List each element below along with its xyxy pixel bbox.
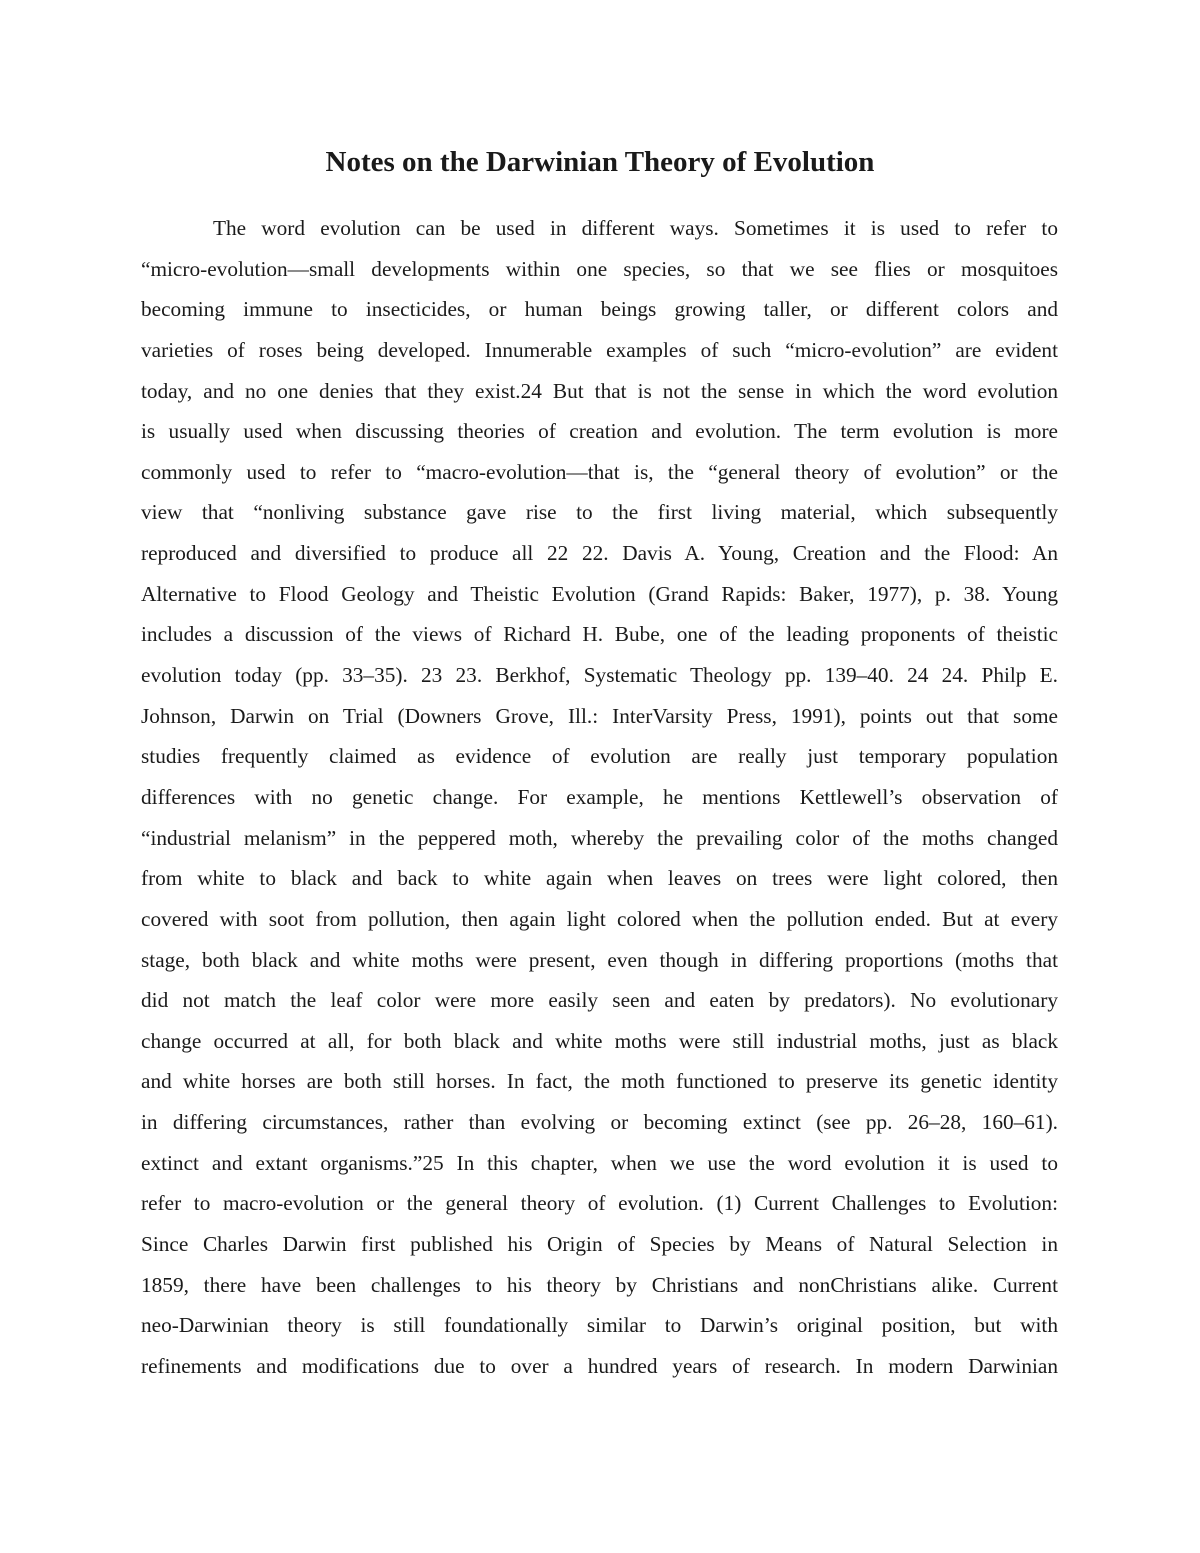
text-line: “micro-evolution—small developments within one species, so that we see flies or mosquitoes <box>141 256 1058 281</box>
text-line: view that “nonliving substance gave rise to the first living material, which subsequently <box>141 500 1058 525</box>
text-line: stage, both black and white moths were present, even though in differing proportions (moths that <box>141 947 1058 972</box>
text-line: Alternative to Flood Geology and Theistic Evolution (Grand Rapids: Baker, 1977), p. 38. Young <box>141 581 1058 606</box>
body-paragraph <box>141 208 1058 1387</box>
text-line: is usually used when discussing theories of creation and evolution. The term evolution is more <box>141 419 1058 444</box>
text-line: becoming immune to insecticides, or human beings growing taller, or different colors and <box>141 297 1058 322</box>
text-line: studies frequently claimed as evidence of evolution are really just temporary population <box>141 744 1058 769</box>
text-line: change occurred at all, for both black and white moths were still industrial moths, just as black <box>141 1028 1058 1053</box>
text-line: covered with soot from pollution, then again light colored when the pollution ended. But at every <box>141 906 1058 931</box>
text-line: extinct and extant organisms.”25 In this chapter, when we use the word evolution it is used to <box>141 1150 1058 1175</box>
text-line: includes a discussion of the views of Richard H. Bube, one of the leading proponents of theistic <box>141 622 1058 647</box>
text-line: neo-Darwinian theory is still foundationally similar to Darwin’s original position, but with <box>141 1313 1058 1338</box>
text-line: refer to macro-evolution or the general theory of evolution. (1) Current Challenges to Evolution: <box>141 1191 1058 1216</box>
document-title: Notes on the Darwinian Theory of Evolution <box>325 146 875 178</box>
text-line: in differing circumstances, rather than evolving or becoming extinct (see pp. 26–28, 160–61). <box>141 1110 1058 1135</box>
text-line: “industrial melanism” in the peppered moth, whereby the prevailing color of the moths changed <box>141 825 1058 850</box>
text-line: varieties of roses being developed. Innumerable examples of such “micro-evolution” are evident <box>141 337 1058 362</box>
text-line: Since Charles Darwin first published his Origin of Species by Means of Natural Selection in <box>141 1232 1058 1257</box>
text-line: 1859, there have been challenges to his theory by Christians and nonChristians alike. Current <box>141 1272 1058 1297</box>
text-line: refinements and modifications due to over a hundred years of research. In modern Darwinian <box>141 1353 1058 1378</box>
text-line: The word evolution can be used in different ways. Sometimes it is used to refer to <box>213 216 1058 240</box>
text-line: today, and no one denies that they exist.24 But that is not the sense in which the word evolution <box>141 378 1058 403</box>
text-line: commonly used to refer to “macro-evolution—that is, the “general theory of evolution” or the <box>141 459 1058 484</box>
text-line: Johnson, Darwin on Trial (Downers Grove, Ill.: InterVarsity Press, 1991), points out that some <box>141 703 1058 728</box>
text-line: and white horses are both still horses. In fact, the moth functioned to preserve its genetic identity <box>141 1069 1058 1094</box>
text-line: from white to black and back to white again when leaves on trees were light colored, then <box>141 866 1058 891</box>
text-line: evolution today (pp. 33–35). 23 23. Berkhof, Systematic Theology pp. 139–40. 24 24. Philp E. <box>141 663 1058 688</box>
text-line: differences with no genetic change. For example, he mentions Kettlewell’s observation of <box>141 784 1058 809</box>
text-line: reproduced and diversified to produce all 22 22. Davis A. Young, Creation and the Flood: An <box>141 541 1058 566</box>
text-line: did not match the leaf color were more easily seen and eaten by predators). No evolutionary <box>141 988 1058 1013</box>
